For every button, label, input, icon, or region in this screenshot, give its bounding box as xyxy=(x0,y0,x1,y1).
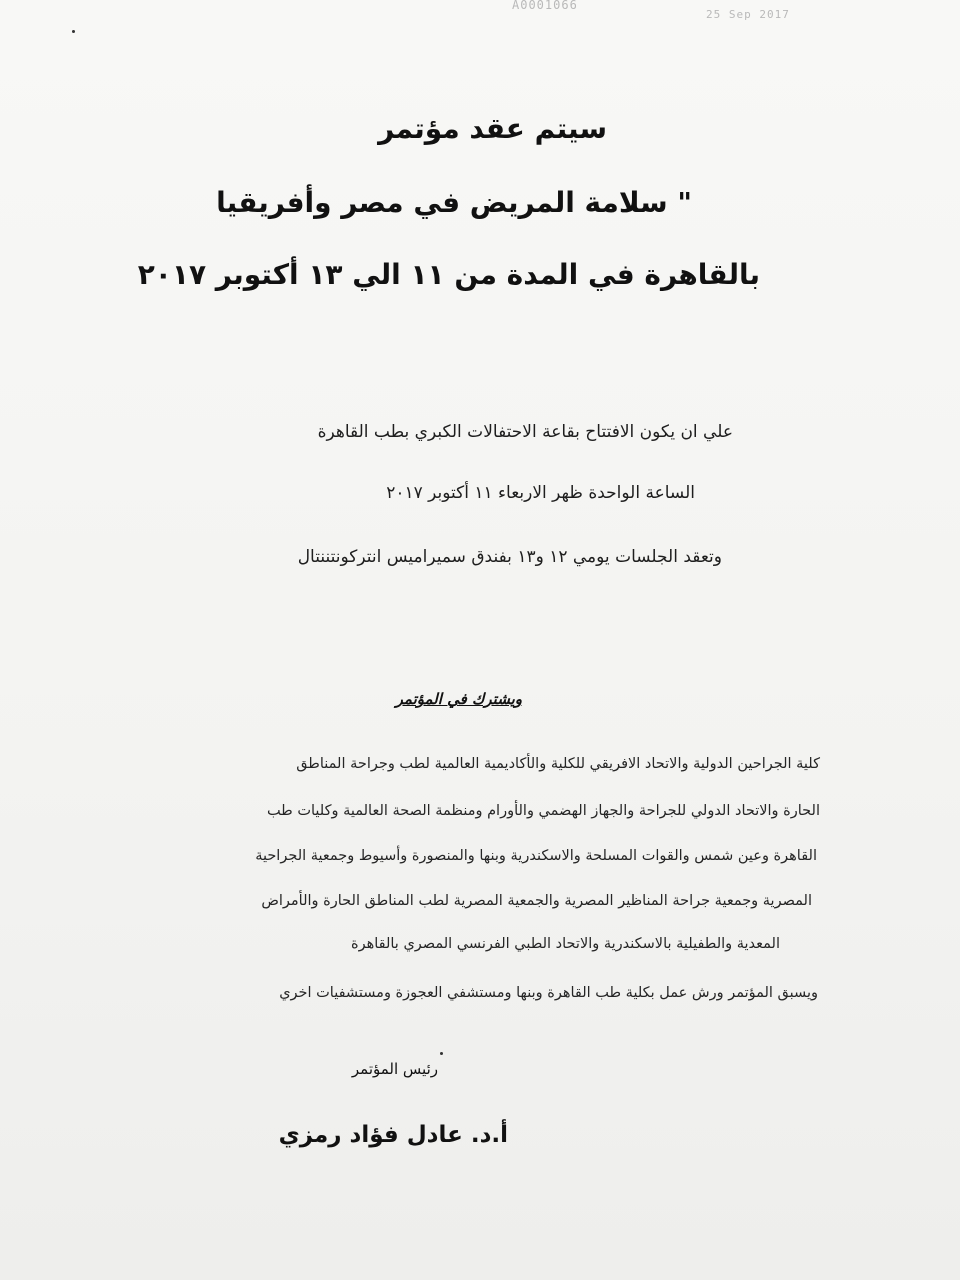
participants-line: الحارة والاتحاد الدولي للجراحة والجهاز الهضمي والأورام ومنظمة الصحة العالمية وكليات طب xyxy=(266,803,820,819)
signature-label: رئيس المؤتمر xyxy=(351,1060,438,1078)
title-line-3: بالقاهرة في المدة من ١١ الي ١٣ أكتوبر ٢٠١٧ xyxy=(137,258,760,291)
speck-mark xyxy=(72,30,75,33)
reference-stamp: A0001066 xyxy=(512,0,578,12)
participants-line: المصرية وجمعية جراحة المناظير المصرية والجمعية المصرية لطب المناطق الحارة والأمراض xyxy=(261,893,812,909)
participants-line: القاهرة وعين شمس والقوات المسلحة والاسكندرية وبنها والمنصورة وأسيوط وجمعية الجراحية xyxy=(255,848,817,864)
signature-name: أ.د. عادل فؤاد رمزي xyxy=(278,1122,508,1148)
sessions-venue-line: وتعقد الجلسات يومي ١٢ و١٣ بفندق سميراميس انتركونتننتال xyxy=(297,547,722,567)
received-date-stamp: 25 Sep 2017 xyxy=(706,8,790,21)
participants-line: كلية الجراحين الدولية والاتحاد الافريقي للكلية والأكاديمية العالمية لطب وجراحة المناطق xyxy=(296,756,820,772)
opening-venue-line: علي ان يكون الافتتاح بقاعة الاحتفالات الكبري بطب القاهرة xyxy=(317,422,733,442)
participants-heading: ويشترك في المؤتمر xyxy=(395,690,522,708)
workshops-line: ويسبق المؤتمر ورش عمل بكلية طب القاهرة وبنها ومستشفي العجوزة ومستشفيات اخري xyxy=(279,985,818,1001)
title-line-2: " سلامة المريض في مصر وأفريقيا xyxy=(216,186,692,219)
title-line-1: سيتم عقد مؤتمر xyxy=(378,112,607,145)
speck-mark xyxy=(440,1052,443,1055)
opening-time-line: الساعة الواحدة ظهر الاربعاء ١١ أكتوبر ٢٠١٧ xyxy=(386,483,695,503)
participants-line: المعدية والطفيلية بالاسكندرية والاتحاد الطبي الفرنسي المصري بالقاهرة xyxy=(350,936,780,952)
